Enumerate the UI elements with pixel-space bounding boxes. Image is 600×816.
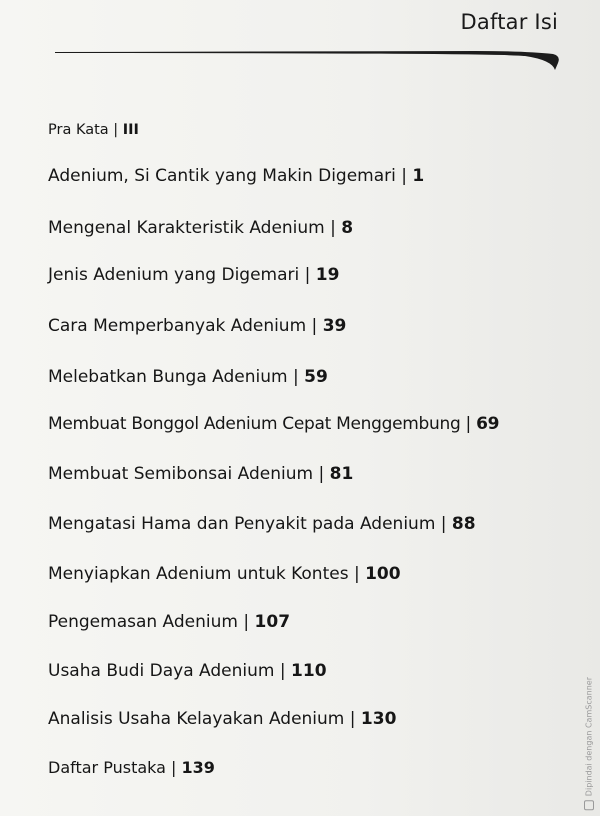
toc-entry-title: Melebatkan Bunga Adenium [48, 367, 288, 387]
toc-entry[interactable]: Usaha Budi Daya Adenium | 110 [48, 661, 327, 681]
toc-entry-title: Pra Kata [48, 122, 109, 138]
toc-entry-title: Usaha Budi Daya Adenium [48, 661, 275, 681]
toc-entry-title: Daftar Pustaka [48, 758, 166, 777]
toc-entry-page: 100 [365, 564, 401, 584]
toc-entry-title: Jenis Adenium yang Digemari [48, 265, 300, 285]
toc-entry-page: 88 [451, 514, 476, 534]
toc-entry[interactable]: Mengatasi Hama dan Penyakit pada Adenium | 88 [48, 514, 476, 534]
camscanner-icon [584, 800, 594, 810]
toc-entry[interactable]: Menyiapkan Adenium untuk Kontes | 100 [48, 564, 401, 584]
toc-entry[interactable]: Mengenal Karakteristik Adenium | 8 [48, 218, 354, 238]
bleed-through-text [70, 80, 590, 508]
toc-entry-title: Pengemasan Adenium [48, 612, 238, 632]
toc-entry-daftar-pustaka[interactable]: Daftar Pustaka | 139 [48, 758, 215, 777]
toc-entry-page: III [122, 122, 139, 138]
toc-entry[interactable]: Membuat Semibonsai Adenium | 81 [48, 464, 354, 484]
toc-entry-page: 110 [291, 661, 327, 681]
toc-entry-title: Membuat Bonggol Adenium Cepat Menggembung [48, 414, 461, 434]
toc-entry-title: Membuat Semibonsai Adenium [48, 464, 314, 484]
toc-entry-title: Menyiapkan Adenium untuk Kontes [48, 564, 349, 584]
toc-entry-page: 107 [254, 612, 291, 632]
toc-entry[interactable]: Membuat Bonggol Adenium Cepat Menggembung | 69 [48, 414, 500, 434]
toc-entry-page: 39 [322, 316, 347, 336]
toc-entry[interactable]: Melebatkan Bunga Adenium | 59 [48, 367, 328, 387]
toc-entry[interactable]: Adenium, Si Cantik yang Makin Digemari | 1 [48, 166, 425, 186]
toc-entry-page: 69 [476, 414, 500, 434]
toc-entry[interactable]: Pengemasan Adenium | 107 [48, 612, 291, 632]
toc-entry-page: 1 [412, 166, 425, 186]
page-title: Daftar Isi [460, 10, 558, 34]
toc-entry-title: Adenium, Si Cantik yang Makin Digemari [48, 166, 396, 186]
toc-entry-page: 19 [315, 265, 340, 285]
toc-entry[interactable]: Analisis Usaha Kelayakan Adenium | 130 [48, 709, 397, 729]
toc-entry-title: Analisis Usaha Kelayakan Adenium [48, 709, 345, 729]
toc-entry-title: Mengatasi Hama dan Penyakit pada Adenium [48, 514, 436, 534]
toc-entry-page: 59 [304, 367, 328, 387]
header-swoosh-rule [55, 48, 560, 70]
toc-entry[interactable]: Cara Memperbanyak Adenium | 39 [48, 316, 347, 336]
toc-entry-pra-kata[interactable]: Pra Kata | III [48, 122, 139, 138]
toc-entry-page: 139 [181, 758, 215, 777]
toc-entry[interactable]: Jenis Adenium yang Digemari | 19 [48, 265, 340, 285]
scanner-watermark: Dipindai dengan CamScanner [584, 677, 594, 810]
toc-entry-page: 81 [329, 464, 354, 484]
toc-entry-page: 130 [360, 709, 397, 729]
toc-entry-title: Cara Memperbanyak Adenium [48, 316, 307, 336]
toc-entry-page: 8 [341, 218, 354, 238]
toc-entry-title: Mengenal Karakteristik Adenium [48, 218, 325, 238]
